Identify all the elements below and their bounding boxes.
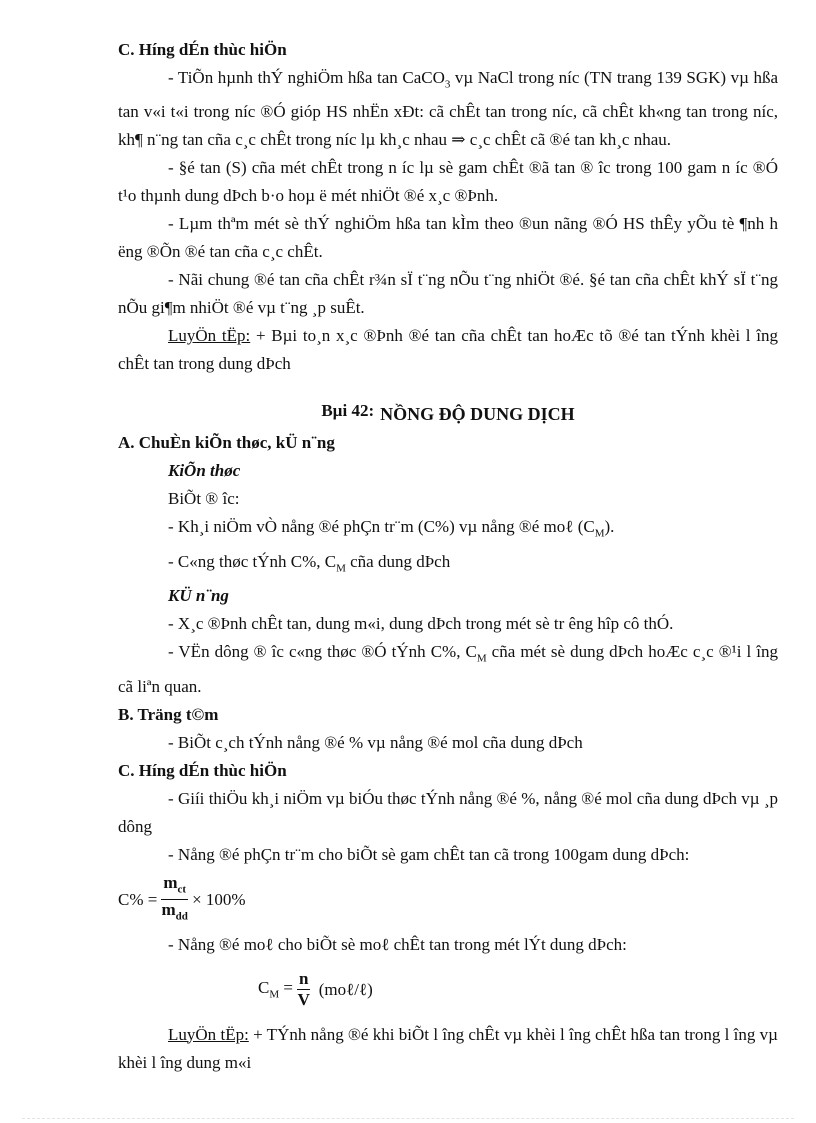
document-page bbox=[118, 36, 778, 1077]
fraction-denominator: V bbox=[297, 990, 310, 1010]
fraction-denominator bbox=[161, 900, 187, 926]
text: C bbox=[258, 978, 270, 998]
formula2-lhs bbox=[258, 978, 293, 1000]
text: cña mét sè dung dÞch hoÆc c¸c ®¹i l îng cã liªn quan. bbox=[118, 642, 779, 696]
subscript: ct bbox=[177, 883, 187, 896]
knowledge-item-2 bbox=[118, 548, 778, 582]
formula2-unit bbox=[314, 980, 372, 1000]
paragraph-introduce: - Giíi thiÖu kh¸i niÖm vµ biÓu thøc tÝnh nång ®é %, nång ®é mol cña dung dÞch vµ ¸p dông bbox=[118, 788, 778, 836]
section-a-heading: A. ChuÈn kiÕn thøc, kÜ n¨ng bbox=[118, 433, 335, 453]
text: ℓ bbox=[565, 517, 574, 537]
skill-item-1: - X¸c ®Þnh chÊt tan, dung m«i, dung dÞch trong mét sè tr êng hîp cô thÓ. bbox=[168, 614, 674, 634]
subscript: dd bbox=[175, 910, 188, 923]
paragraph-solubility-definition: - §é tan (S) cña mét chÊt trong n íc lµ sè gam chÊt ®ã tan ® îc trong 100 gam n íc ®Ó t¹o thµnh dung dÞch b·o hoµ ë mét nhiÖt ®é x¸c ®Þnh. bbox=[118, 158, 778, 206]
text: / bbox=[354, 979, 359, 999]
text: - TiÕn hµnh thÝ nghiÖm hßa tan CaCO bbox=[168, 68, 445, 87]
subscript: M bbox=[476, 652, 487, 665]
section-c-heading: C. Híng dÉn thùc hiÖn bbox=[118, 40, 287, 59]
subscript: M bbox=[594, 527, 605, 540]
lesson-name: NỒNG ĐỘ DUNG DỊCH bbox=[380, 404, 575, 425]
text: = bbox=[279, 978, 293, 998]
text: ). bbox=[604, 517, 615, 537]
paragraph-percent: - Nång ®é phÇn tr¨m cho biÕt sè gam chÊt tan cã trong 100gam dung dÞch: bbox=[168, 844, 690, 864]
paragraph-heating: - Lµm thªm mét sè thÝ nghiÖm hßa tan kÌm theo ®un nãng ®Ó HS thÊy yÕu tè ¶nh h ëng ®Õn ®é tan cña c¸c chÊt. bbox=[118, 214, 778, 262]
text: cña dung dÞch bbox=[345, 551, 451, 571]
text: chÊt tan trong mét lÝt dung dÞch: bbox=[389, 934, 627, 954]
subscript: M bbox=[269, 988, 280, 1001]
fraction-numerator: n bbox=[298, 969, 309, 989]
text: - Nång ®é mo bbox=[168, 934, 266, 954]
formula2-fraction bbox=[297, 969, 310, 1010]
section-c2-heading: C. Híng dÉn thùc hiÖn bbox=[118, 760, 287, 780]
text: (mo bbox=[318, 979, 347, 999]
formula-molar bbox=[118, 959, 778, 1021]
lesson-title bbox=[118, 392, 778, 429]
practice-label: LuyÖn tËp: bbox=[168, 1024, 249, 1044]
paragraph-practice bbox=[118, 322, 778, 378]
skill-item-2 bbox=[118, 638, 778, 700]
knowledge-title: KiÕn thøc bbox=[168, 461, 241, 481]
text: ℓ bbox=[346, 979, 355, 999]
section-b-heading: B. Träng t©m bbox=[118, 704, 219, 724]
paragraph-experiment bbox=[118, 64, 778, 154]
page-bottom-divider bbox=[22, 1118, 794, 1119]
text: m bbox=[163, 872, 178, 892]
text: vµ NaCl trong níc (TN trang 139 SGK) vµ hßa tan v«i t«i trong níc ®Ó gióp HS nhËn xÐt: cã chÊt tan trong níc, cã chÊt kh«ng tan trong níc, kh¶ n¨ng tan cña c¸c chÊt trong níc lµ kh¸c nhau ⇒ c¸c chÊt cã ®é tan kh¸c nhau. bbox=[118, 68, 778, 150]
formula-percent bbox=[118, 869, 778, 931]
text: + Bµi to¸n x¸c ®Þnh ®é tan cña chÊt tan hoÆc tõ ®é tan tÝnh khèi l îng chÊt tan trong dung dÞch bbox=[118, 326, 778, 374]
fraction-numerator bbox=[161, 873, 188, 900]
paragraph-molar bbox=[118, 931, 778, 959]
lesson-label: Bµi 42: bbox=[321, 401, 375, 421]
text: - VËn dông ® îc c«ng thøc ®Ó tÝnh C%, C bbox=[168, 642, 477, 662]
paragraph-practice-2 bbox=[118, 1021, 778, 1077]
subscript: M bbox=[336, 562, 346, 575]
formula-lhs: C% = bbox=[118, 889, 158, 909]
text: - C«ng thøc tÝnh C%, C bbox=[168, 551, 337, 571]
knowledge-item-1 bbox=[118, 513, 778, 547]
knowledge-intro: BiÕt ® îc: bbox=[168, 489, 240, 509]
text: cho biÕt sè mo bbox=[273, 934, 382, 954]
text: ℓ bbox=[381, 934, 390, 954]
text: m bbox=[161, 900, 176, 920]
subscript: 3 bbox=[444, 78, 451, 91]
text: + TÝnh nång ®é khi biÕt l îng chÊt vµ khèi l îng chÊt hßa tan trong l îng vµ khèi l îng dung m«i bbox=[118, 1024, 778, 1072]
formula-rhs: × 100% bbox=[192, 889, 246, 909]
paragraph-temperature: - Nãi chung ®é tan cña chÊt r¾n sÏ t¨ng nÕu t¨ng nhiÖt ®é. §é tan cña chÊt khÝ sÏ t¨ng nÕu gi¶m nhiÖt ®é vµ t¨ng ¸p suÊt. bbox=[118, 270, 778, 318]
text: ℓ bbox=[265, 934, 274, 954]
text: ℓ bbox=[358, 979, 368, 999]
text: - Kh¸i niÖm vÒ nång ®é phÇn tr¨m (C%) vµ nång ®é mo bbox=[168, 517, 566, 537]
text: ) bbox=[367, 979, 373, 999]
skill-title: KÜ n¨ng bbox=[168, 586, 229, 606]
text: (C bbox=[573, 517, 595, 537]
focus-item: - BiÕt c¸ch tÝnh nång ®é % vµ nång ®é mol cña dung dÞch bbox=[168, 732, 583, 752]
practice-label: LuyÖn tËp: bbox=[168, 326, 251, 346]
formula-fraction bbox=[161, 873, 188, 927]
